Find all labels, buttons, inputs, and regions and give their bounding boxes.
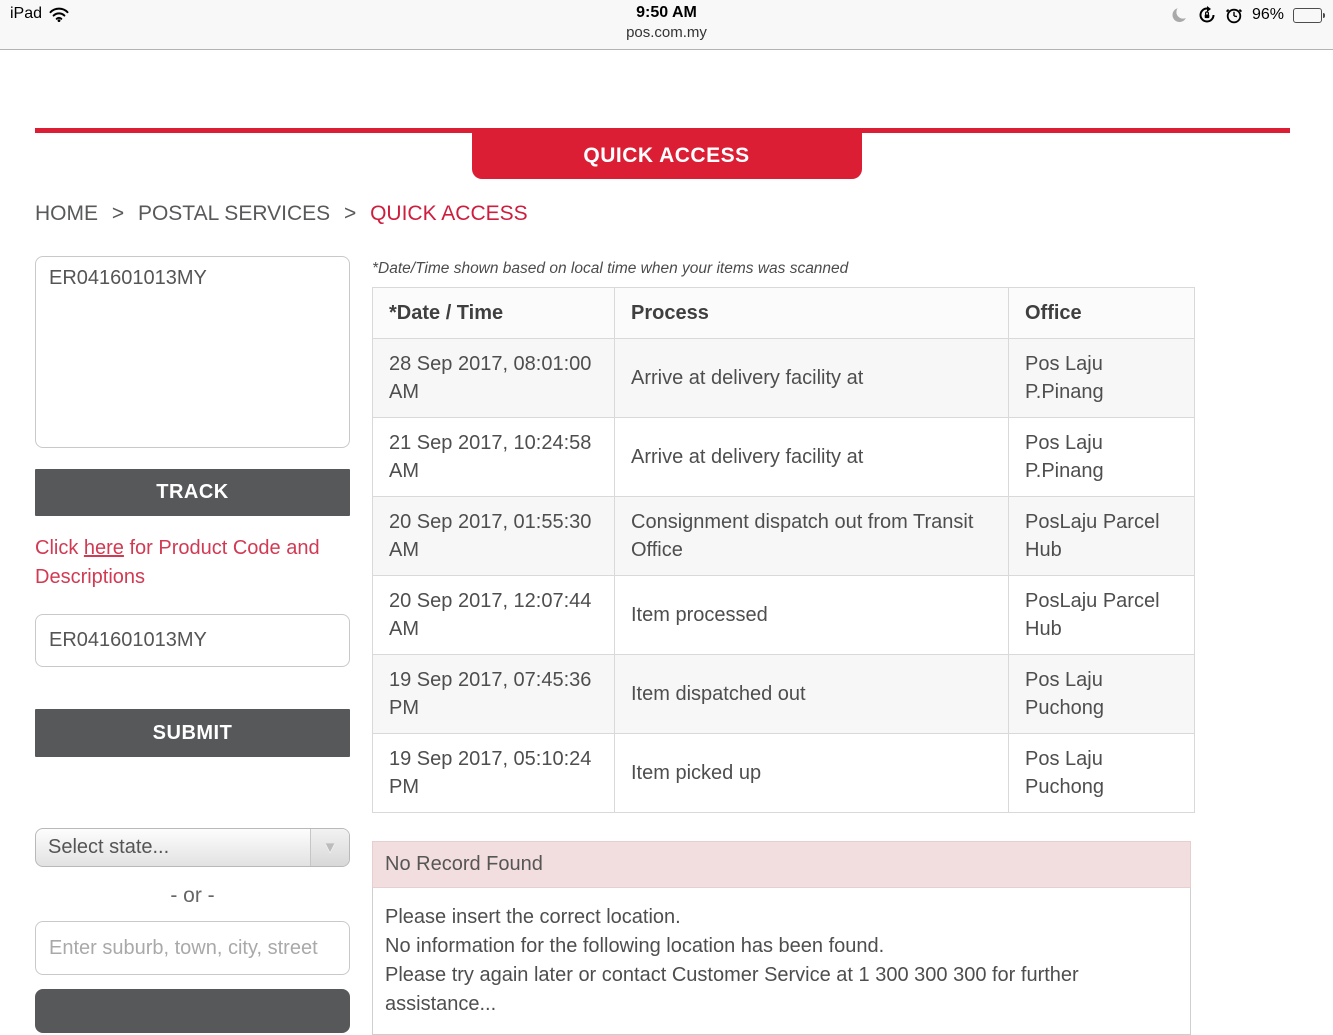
no-record-line: assistance...	[385, 993, 497, 1015]
breadcrumb-home[interactable]: HOME	[35, 202, 98, 225]
breadcrumb-current[interactable]: QUICK ACCESS	[370, 202, 528, 225]
no-record-line: Please insert the correct location.	[385, 906, 681, 928]
orientation-lock-icon	[1198, 6, 1216, 24]
address-url[interactable]: pos.com.my	[626, 24, 707, 41]
scan-time-note: *Date/Time shown based on local time when your items was scanned	[372, 260, 849, 277]
product-code-link[interactable]: here	[83, 537, 124, 559]
no-record-banner: No Record Found	[372, 841, 1191, 888]
cell-process: Item picked up	[615, 734, 1009, 813]
suburb-input[interactable]	[35, 921, 350, 975]
alarm-icon	[1225, 6, 1243, 24]
tracking-number-textarea[interactable]	[35, 256, 350, 448]
browser-address-area[interactable]	[0, 4, 1333, 44]
cell-date: 20 Sep 2017, 01:55:30 AM	[373, 497, 615, 576]
breadcrumb-separator: >	[343, 202, 357, 225]
table-row	[373, 339, 1195, 418]
tracking-sidebar	[35, 256, 350, 1033]
state-select[interactable]	[35, 828, 350, 867]
state-select-arrow-box[interactable]	[310, 829, 349, 866]
clock: 9:50 AM	[636, 4, 697, 21]
battery-percent: 96%	[1251, 6, 1284, 23]
table-row	[373, 576, 1195, 655]
cell-process: Consignment dispatch out from Transit Office	[615, 497, 1009, 576]
no-record-line: No information for the following location has been found.	[385, 935, 885, 957]
submit-button[interactable]: SUBMIT	[35, 709, 350, 757]
column-header-process: Process	[615, 288, 1009, 339]
cell-office: Pos Laju Puchong	[1009, 734, 1195, 813]
cell-date: 19 Sep 2017, 05:10:24 PM	[373, 734, 615, 813]
no-record-line: Please try again later or contact Customer Service at 1 300 300 300 for further	[385, 964, 1079, 986]
product-code-note-suffix: for Product Code and Descriptions	[35, 537, 320, 588]
moon-icon	[1171, 6, 1189, 24]
tracking-results-panel	[372, 256, 1191, 1035]
cell-process: Arrive at delivery facility at	[615, 418, 1009, 497]
battery-icon	[1293, 8, 1325, 23]
table-header-row	[373, 288, 1195, 339]
product-code-note-prefix: Click	[35, 537, 84, 559]
cell-office: PosLaju Parcel Hub	[1009, 576, 1195, 655]
breadcrumb-separator: >	[111, 202, 125, 225]
state-select-value: Select state...	[48, 836, 170, 858]
chevron-down-icon: ▼	[322, 839, 338, 856]
cell-office: PosLaju Parcel Hub	[1009, 497, 1195, 576]
cell-date: 21 Sep 2017, 10:24:58 AM	[373, 418, 615, 497]
column-header-office: Office	[1009, 288, 1195, 339]
cell-office: Pos Laju P.Pinang	[1009, 339, 1195, 418]
track-button[interactable]: TRACK	[35, 469, 350, 516]
cell-date: 28 Sep 2017, 08:01:00 AM	[373, 339, 615, 418]
cell-office: Pos Laju P.Pinang	[1009, 418, 1195, 497]
search-button-clipped[interactable]	[35, 989, 350, 1033]
table-row	[373, 418, 1195, 497]
or-separator-label: - or -	[170, 884, 215, 907]
tracking-table	[372, 287, 1195, 813]
tab-quick-access[interactable]: QUICK ACCESS	[472, 133, 862, 179]
cell-process: Item dispatched out	[615, 655, 1009, 734]
breadcrumb	[35, 202, 1333, 226]
column-header-date: *Date / Time	[373, 288, 615, 339]
breadcrumb-postal-services[interactable]: POSTAL SERVICES	[137, 202, 331, 225]
product-code-input[interactable]	[35, 614, 350, 667]
cell-date: 19 Sep 2017, 07:45:36 PM	[373, 655, 615, 734]
status-bar	[0, 0, 1333, 50]
product-code-note	[35, 534, 350, 592]
cell-office: Pos Laju Puchong	[1009, 655, 1195, 734]
cell-date: 20 Sep 2017, 12:07:44 AM	[373, 576, 615, 655]
cell-process: Item processed	[615, 576, 1009, 655]
table-row	[373, 734, 1195, 813]
device-label: iPad	[10, 5, 43, 22]
no-record-message	[372, 888, 1191, 1035]
cell-process: Arrive at delivery facility at	[615, 339, 1009, 418]
table-row	[373, 497, 1195, 576]
table-row	[373, 655, 1195, 734]
